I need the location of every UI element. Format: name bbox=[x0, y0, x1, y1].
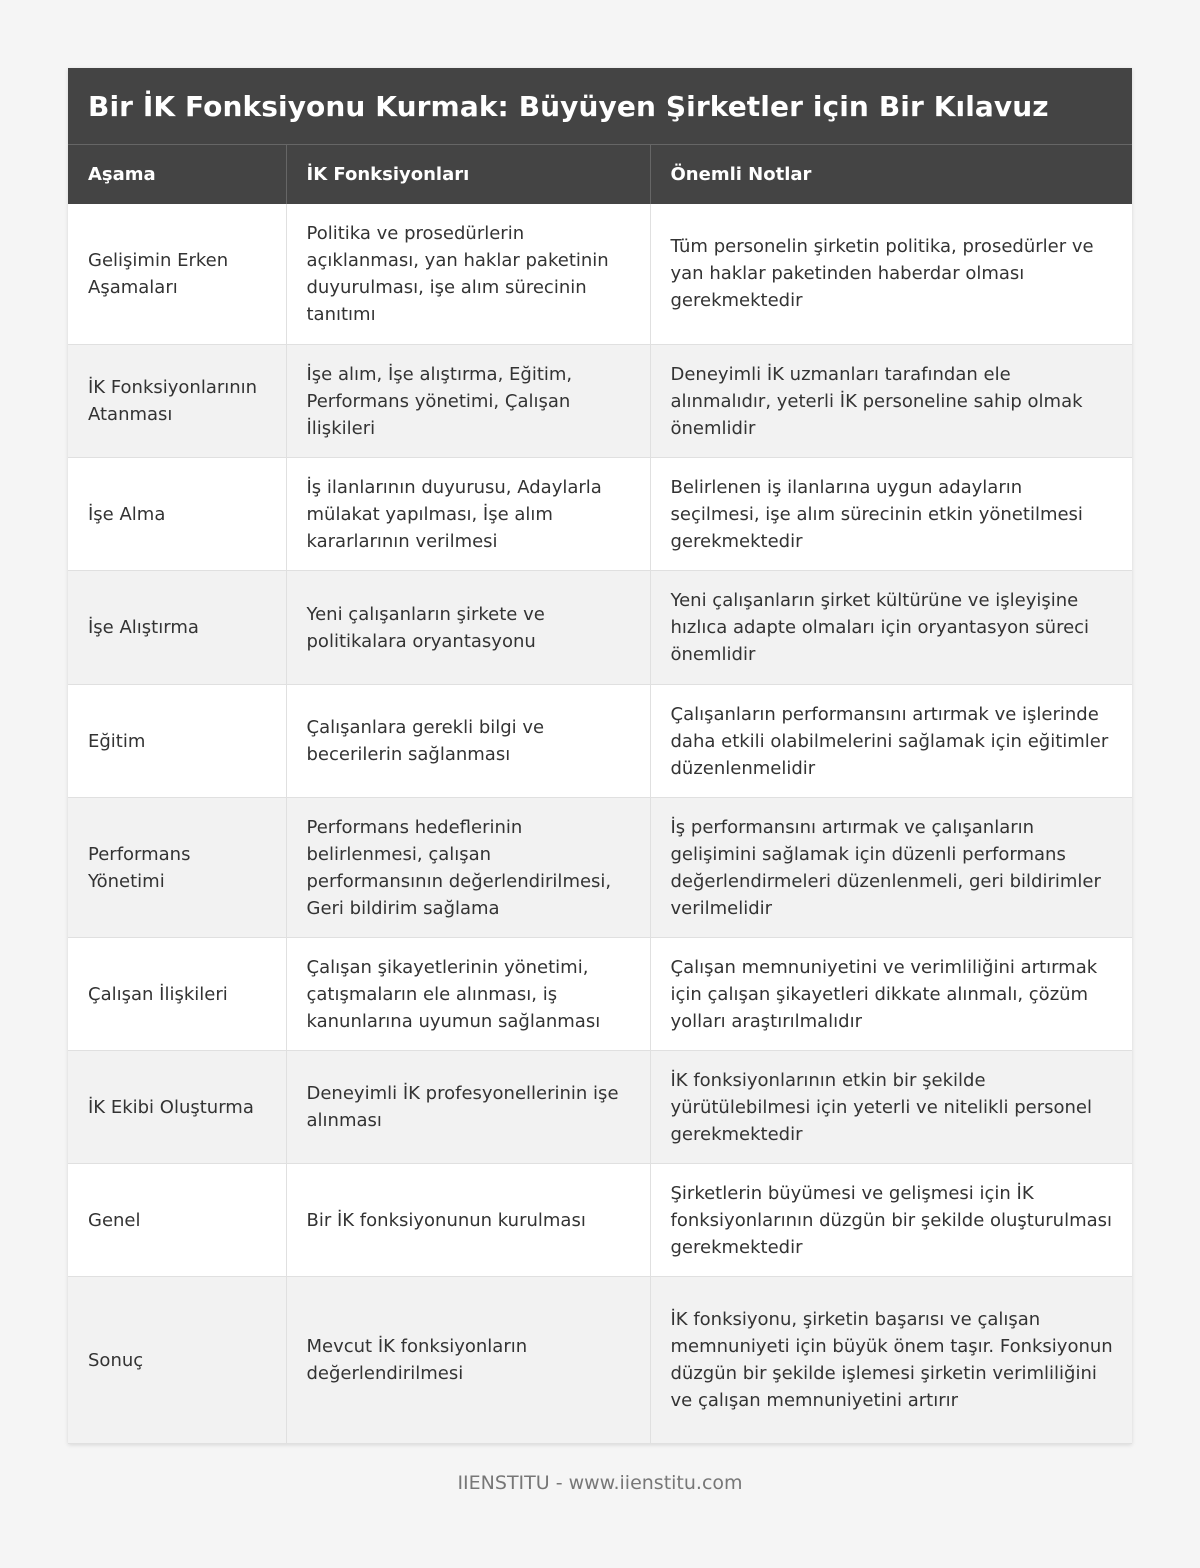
table-row bbox=[68, 204, 1132, 345]
hr-table bbox=[68, 144, 1132, 1444]
cell-stage: İK Fonksiyonlarının Atanması bbox=[68, 345, 286, 458]
guide-card bbox=[68, 68, 1132, 1444]
cell-functions: İş ilanlarının duyurusu, Adaylarla mülakat yapılması, İşe alım kararlarının verilmesi bbox=[286, 458, 650, 571]
column-header-stage: Aşama bbox=[68, 145, 286, 204]
table-header-row bbox=[68, 145, 1132, 204]
cell-notes: İK fonksiyonu, şirketin başarısı ve çalışan memnuniyeti için büyük önem taşır. Fonksiyonun düzgün bir şekilde işlemesi şirketin verimliliğini ve çalışan memnuniyetini artırır bbox=[650, 1277, 1132, 1444]
cell-stage: Gelişimin Erken Aşamaları bbox=[68, 204, 286, 345]
table-row bbox=[68, 1164, 1132, 1277]
cell-stage: Eğitim bbox=[68, 685, 286, 798]
cell-notes: Tüm personelin şirketin politika, prosedürler ve yan haklar paketinden haberdar olması gerekmektedir bbox=[650, 204, 1132, 345]
table-row bbox=[68, 571, 1132, 685]
cell-notes: İş performansını artırmak ve çalışanların gelişimini sağlamak için düzenli performans değerlendirmeleri düzenlenmeli, geri bildirimler verilmelidir bbox=[650, 798, 1132, 938]
cell-functions: Bir İK fonksiyonunun kurulması bbox=[286, 1164, 650, 1277]
cell-stage: Sonuç bbox=[68, 1277, 286, 1444]
cell-functions: Deneyimli İK profesyonellerinin işe alınması bbox=[286, 1051, 650, 1164]
cell-functions: İşe alım, İşe alıştırma, Eğitim, Performans yönetimi, Çalışan İlişkileri bbox=[286, 345, 650, 458]
table-row bbox=[68, 1277, 1132, 1444]
cell-notes: Çalışanların performansını artırmak ve işlerinde daha etkili olabilmelerini sağlamak için eğitimler düzenlenmelidir bbox=[650, 685, 1132, 798]
table-row bbox=[68, 458, 1132, 571]
cell-functions: Çalışanlara gerekli bilgi ve becerilerin sağlanması bbox=[286, 685, 650, 798]
cell-notes: İK fonksiyonlarının etkin bir şekilde yürütülebilmesi için yeterli ve nitelikli personel gerekmektedir bbox=[650, 1051, 1132, 1164]
cell-stage: Performans Yönetimi bbox=[68, 798, 286, 938]
table-row bbox=[68, 685, 1132, 798]
cell-functions: Politika ve prosedürlerin açıklanması, yan haklar paketinin duyurulması, işe alım sürecinin tanıtımı bbox=[286, 204, 650, 345]
cell-stage: İşe Alma bbox=[68, 458, 286, 571]
cell-notes: Şirketlerin büyümesi ve gelişmesi için İK fonksiyonlarının düzgün bir şekilde oluşturulması gerekmektedir bbox=[650, 1164, 1132, 1277]
cell-notes: Yeni çalışanların şirket kültürüne ve işleyişine hızlıca adapte olmaları için oryantasyon süreci önemlidir bbox=[650, 571, 1132, 685]
title-bar bbox=[68, 68, 1132, 144]
table-row bbox=[68, 798, 1132, 938]
cell-functions: Mevcut İK fonksiyonların değerlendirilmesi bbox=[286, 1277, 650, 1444]
column-header-notes: Önemli Notlar bbox=[650, 145, 1132, 204]
cell-functions: Yeni çalışanların şirkete ve politikalara oryantasyonu bbox=[286, 571, 650, 685]
cell-stage: Genel bbox=[68, 1164, 286, 1277]
column-header-functions: İK Fonksiyonları bbox=[286, 145, 650, 204]
table-row bbox=[68, 938, 1132, 1051]
cell-notes: Belirlenen iş ilanlarına uygun adayların seçilmesi, işe alım sürecinin etkin yönetilmesi gerekmektedir bbox=[650, 458, 1132, 571]
cell-notes: Deneyimli İK uzmanları tarafından ele alınmalıdır, yeterli İK personeline sahip olmak önemlidir bbox=[650, 345, 1132, 458]
cell-functions: Çalışan şikayetlerinin yönetimi, çatışmaların ele alınması, iş kanunlarına uyumun sağlanması bbox=[286, 938, 650, 1051]
cell-notes: Çalışan memnuniyetini ve verimliliğini artırmak için çalışan şikayetleri dikkate alınmalı, çözüm yolları araştırılmalıdır bbox=[650, 938, 1132, 1051]
table-row bbox=[68, 1051, 1132, 1164]
table-row bbox=[68, 345, 1132, 458]
page-title: Bir İK Fonksiyonu Kurmak: Büyüyen Şirketler için Bir Kılavuz bbox=[88, 89, 1049, 123]
cell-functions: Performans hedeflerinin belirlenmesi, çalışan performansının değerlendirilmesi, Geri bildirim sağlama bbox=[286, 798, 650, 938]
cell-stage: İK Ekibi Oluşturma bbox=[68, 1051, 286, 1164]
cell-stage: İşe Alıştırma bbox=[68, 571, 286, 685]
footer-credit: IIENSTITU - www.iienstitu.com bbox=[457, 1472, 743, 1494]
cell-stage: Çalışan İlişkileri bbox=[68, 938, 286, 1051]
